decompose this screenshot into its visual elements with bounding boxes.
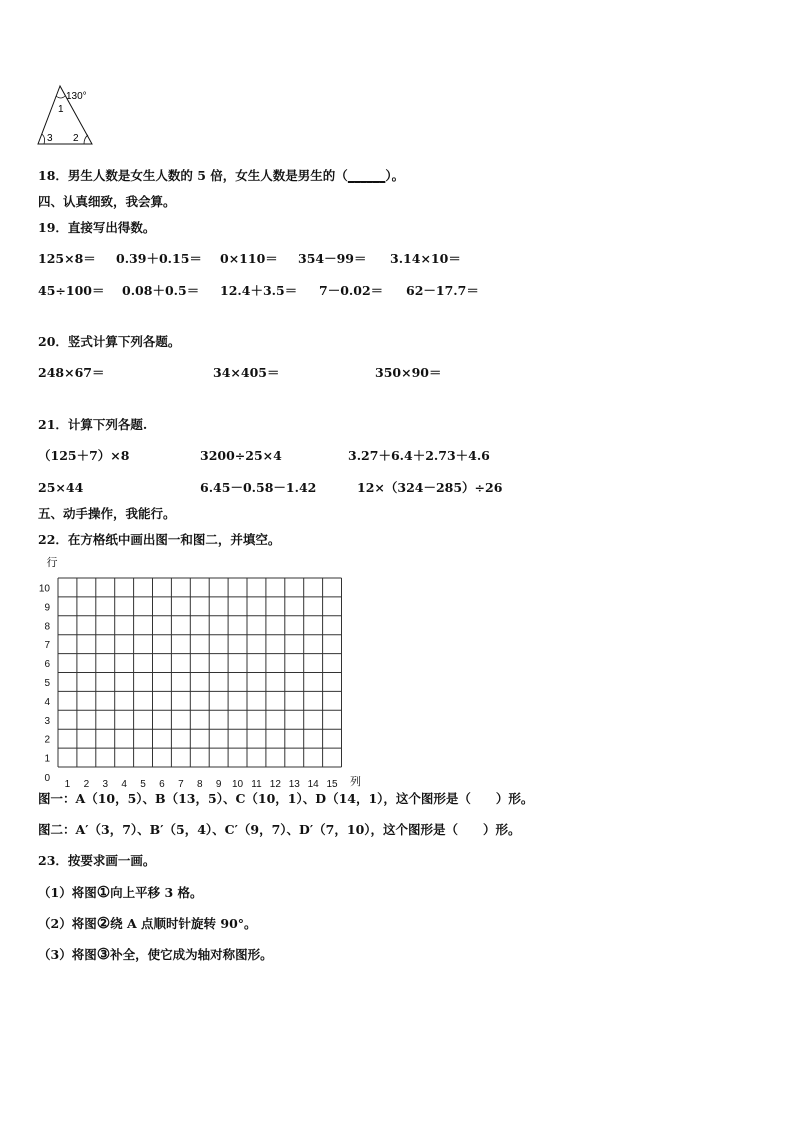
q19-expr: 45÷100＝ [38,283,105,298]
q20-expr: 34×405＝ [213,365,280,380]
q21-expr: 6.45－0.58－1.42 [200,480,317,495]
angle-130-label: 130° [66,91,87,102]
row-tick-label: 0 [44,773,50,784]
q19-expr: 12.4＋3.5＝ [220,283,298,298]
column-tick-label: 15 [326,779,338,790]
section-4-heading: 四、认真细致，我会算。 [38,194,176,209]
row-tick-label: 8 [44,621,50,633]
row-tick-label: 4 [44,696,50,708]
coordinate-grid [30,553,375,790]
angle-3-label: 3 [47,133,53,144]
angle-1-label: 1 [58,104,64,115]
q23-step-2 [38,915,257,932]
figure-2-text: 图二：A′（3，7）、B′（5，4）、C′（9，7）、D′（7，10），这个图形是（ ）形。 [38,822,521,837]
q18-end: ）。 [385,168,405,183]
section-5-heading: 五、动手操作，我能行。 [38,506,176,521]
q19-expr: 354－99＝ [298,251,367,266]
q19-expr: 3.14×10＝ [390,251,461,266]
q19-expr: 0.08＋0.5＝ [122,283,200,298]
figure-1-text: 图一：A（10，5）、B（13，5）、C（10，1）、D（14，1），这个图形是（ ）形。 [38,791,534,806]
angle-2-label: 2 [73,133,79,144]
row-tick-label: 3 [44,715,50,727]
circled-2-icon: ② [96,914,111,932]
q18-text: 18．男生人数是女生人数的 5 倍，女生人数是男生的（ [38,168,348,183]
column-tick-label: 10 [231,779,244,790]
q23-step-3-text: 补全，使它成为轴对称图形。 [110,947,273,962]
q19-expr: 0×110＝ [220,251,278,266]
q19-expr: 0.39＋0.15＝ [116,251,202,266]
column-tick-label: 4 [121,779,127,790]
column-tick-label: 8 [196,779,203,790]
column-tick-label: 14 [307,779,319,790]
circled-3-icon: ③ [96,945,111,963]
row-tick-label: 2 [44,734,50,746]
column-tick-label: 1 [64,779,71,790]
q21-expr: 12×（324－285）÷26 [357,480,503,495]
q21-expr: 3.27＋6.4＋2.73＋4.6 [348,448,490,463]
q20-expr: 350×90＝ [375,365,442,380]
column-tick-label: 6 [159,779,165,790]
q23-step-1-prefix: （1）将图 [38,885,97,900]
q23-step-2-text: 绕 A 点顺时针旋转 90°。 [110,916,257,931]
row-tick-label: 6 [44,659,50,671]
column-tick-label: 9 [215,779,222,790]
question-22-title: 22．在方格纸中画出图一和图二，并填空。 [38,532,281,547]
question-19-title: 19．直接写出得数。 [38,220,156,235]
column-tick-label: 11 [251,779,262,790]
row-tick-label: 10 [38,583,50,595]
column-tick-label: 13 [288,779,300,790]
q19-expr: 7－0.02＝ [319,283,384,298]
q19-expr: 62－17.7＝ [406,283,479,298]
circled-1-icon: ① [96,883,111,901]
question-21-title: 21．计算下列各题. [38,417,148,432]
row-tick-label: 1 [44,753,50,765]
question-23-title: 23．按要求画一画。 [38,853,156,868]
row-tick-label: 5 [44,677,50,689]
column-tick-label: 5 [140,779,146,790]
triangle-figure [34,82,104,148]
q23-step-1-text: 向上平移 3 格。 [110,885,203,900]
q23-step-3-prefix: （3）将图 [38,947,97,962]
question-18 [38,168,404,184]
row-tick-label: 7 [44,640,50,652]
column-tick-label: 3 [102,779,109,790]
q18-blank: ______ [347,168,386,183]
column-axis-label: 列 [350,776,361,788]
row-tick-label: 9 [44,602,50,614]
q21-expr: 25×44 [38,480,84,495]
q21-expr: （125＋7）×8 [38,448,130,463]
question-20-title: 20．竖式计算下列各题。 [38,334,181,349]
row-axis-label: 行 [46,557,58,569]
q20-expr: 248×67＝ [38,365,105,380]
q23-step-3 [38,946,273,963]
column-tick-label: 12 [269,779,281,790]
q21-expr: 3200÷25×4 [200,448,282,463]
column-tick-label: 7 [178,779,184,790]
q23-step-2-prefix: （2）将图 [38,916,97,931]
column-tick-label: 2 [83,779,90,790]
q23-step-1 [38,884,203,901]
q19-expr: 125×8＝ [38,251,96,266]
